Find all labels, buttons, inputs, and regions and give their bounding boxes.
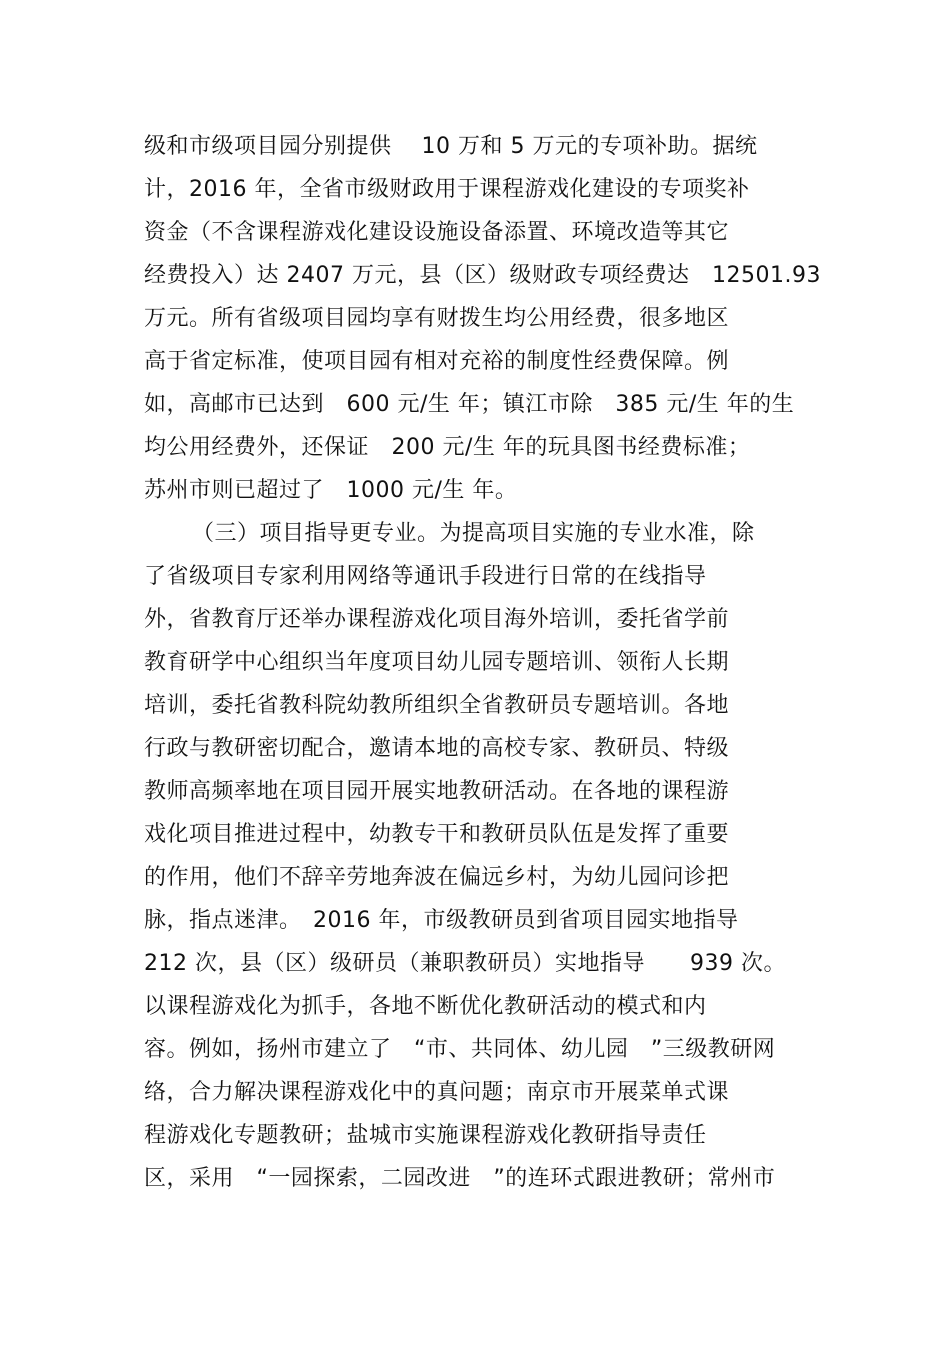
text-line: 资金（不含课程游戏化建设设施设备添置、环境改造等其它 xyxy=(144,220,730,245)
text-line: 教育研学中心组织当年度项目幼儿园专题培训、领衔人长期 xyxy=(144,650,730,675)
text-line: 苏州市则已超过了 1000 元/生 年。 xyxy=(144,478,518,503)
text-line: 级和市级项目园分别提供 10 万和 5 万元的专项补助。据统 xyxy=(144,134,758,159)
text-line: 以课程游戏化为抓手，各地不断优化教研活动的模式和内 xyxy=(144,994,707,1019)
text-line: 程游戏化专题教研；盐城市实施课程游戏化教研指导责任 xyxy=(144,1123,707,1148)
text-line: 容。例如，扬州市建立了 “市、共同体、幼儿园 ”三级教研网 xyxy=(144,1037,776,1062)
text-line: 了省级项目专家利用网络等通讯手段进行日常的在线指导 xyxy=(144,564,707,589)
text-line: 教师高频率地在项目园开展实地教研活动。在各地的课程游 xyxy=(144,779,730,804)
text-line: （三）项目指导更专业。为提高项目实施的专业水准，除 xyxy=(192,521,755,546)
text-line: 行政与教研密切配合，邀请本地的高校专家、教研员、特级 xyxy=(144,736,730,761)
text-line: 培训，委托省教科院幼教所组织全省教研员专题培训。各地 xyxy=(144,693,730,718)
text-line: 脉，指点迷津。 2016 年，市级教研员到省项目园实地指导 xyxy=(144,908,739,933)
text-line: 经费投入）达 2407 万元，县（区）级财政专项经费达 12501.93 xyxy=(144,263,821,288)
text-line: 区，采用 “一园探索，二园改进 ”的连环式跟进教研；常州市 xyxy=(144,1166,776,1191)
text-line: 络，合力解决课程游戏化中的真问题；南京市开展菜单式课 xyxy=(144,1080,730,1105)
text-line: 212 次，县（区）级研员（兼职教研员）实地指导 939 次。 xyxy=(144,951,786,976)
text-line: 外，省教育厅还举办课程游戏化项目海外培训，委托省学前 xyxy=(144,607,730,632)
text-line: 高于省定标准，使项目园有相对充裕的制度性经费保障。例 xyxy=(144,349,730,374)
text-line: 万元。所有省级项目园均享有财拨生均公用经费，很多地区 xyxy=(144,306,730,331)
text-line: 如，高邮市已达到 600 元/生 年；镇江市除 385 元/生 年的生 xyxy=(144,392,795,417)
text-line: 计，2016 年，全省市级财政用于课程游戏化建设的专项奖补 xyxy=(144,177,750,202)
text-line: 戏化项目推进过程中，幼教专干和教研员队伍是发挥了重要 xyxy=(144,822,730,847)
text-line: 均公用经费外，还保证 200 元/生 年的玩具图书经费标准； xyxy=(144,435,751,460)
text-line: 的作用，他们不辞辛劳地奔波在偏远乡村，为幼儿园问诊把 xyxy=(144,865,730,890)
